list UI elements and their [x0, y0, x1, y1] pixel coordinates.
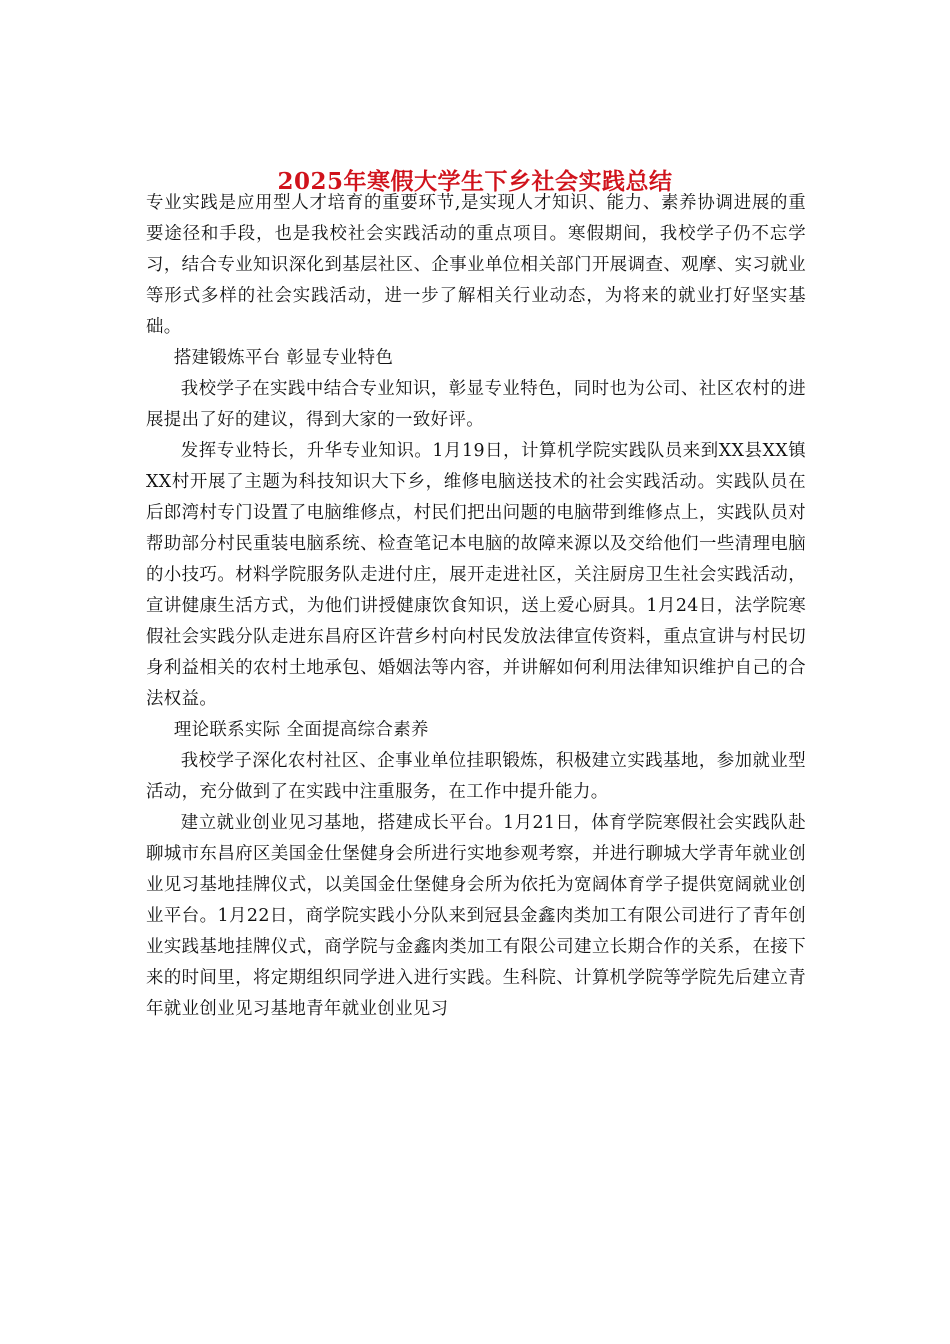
section-heading-1: 搭建锻炼平台 彰显专业特色: [173, 348, 394, 368]
document-title: 2025年寒假大学生下乡社会实践总结: [277, 168, 673, 196]
paragraph-section1-summary: 我校学子在实践中结合专业知识，彰显专业特色，同时也为公司、社区农村的进展提出了好的建议，得到大家的一致好评。: [146, 379, 806, 430]
paragraph-section2-summary: 我校学子深化农村社区、企事业单位挂职锻炼，积极建立实践基地，参加就业型活动，充分做到了在实践中注重服务，在工作中提升能力。: [146, 751, 806, 802]
paragraph-section2-detail: 建立就业创业见习基地，搭建成长平台。1月21日，体育学院寒假社会实践队赴聊城市东昌府区美国金仕堡健身会所进行实地参观考察，并进行聊城大学青年就业创业见习基地挂牌仪式，以美国金仕堡健身会所为依托为宽阔体育学子提供宽阔就业创业平台。1月22日，商学院实践小分队来到冠县金鑫肉类加工有限公司进行了青年创业实践基地挂牌仪式，商学院与金鑫肉类加工有限公司建立长期合作的关系，在接下来的时间里，将定期组织同学进入进行实践。生科院、计算机学院等学院先后建立青年就业创业见习基地青年就业创业见习: [146, 813, 806, 1019]
document-body: [146, 188, 806, 1025]
paragraph-section1-detail: 发挥专业特长，升华专业知识。1月19日，计算机学院实践队员来到XX县XX镇XX村开展了主题为科技知识大下乡，维修电脑送技术的社会实践活动。实践队员在后郎湾村专门设置了电脑维修点，村民们把出问题的电脑带到维修点上，实践队员对帮助部分村民重装电脑系统、检查笔记本电脑的故障来源以及交给他们一些清理电脑的小技巧。材料学院服务队走进付庄，展开走进社区，关注厨房卫生社会实践活动，宣讲健康生活方式，为他们讲授健康饮食知识，送上爱心厨具。1月24日，法学院寒假社会实践分队走进东昌府区许营乡村向村民发放法律宣传资料，重点宣讲与村民切身利益相关的农村土地承包、婚姻法等内容，并讲解如何利用法律知识维护自己的合法权益。: [146, 441, 806, 709]
section-heading-2: 理论联系实际 全面提高综合素养: [173, 720, 429, 740]
paragraph-intro: 专业实践是应用型人才培育的重要环节,是实现人才知识、能力、素养协调进展的重要途径和手段，也是我校社会实践活动的重点项目。寒假期间，我校学子仍不忘学习，结合专业知识深化到基层社区、企事业单位相关部门开展调查、观摩、实习就业等形式多样的社会实践活动，进一步了解相关行业动态，为将来的就业打好坚实基础。: [146, 193, 806, 337]
